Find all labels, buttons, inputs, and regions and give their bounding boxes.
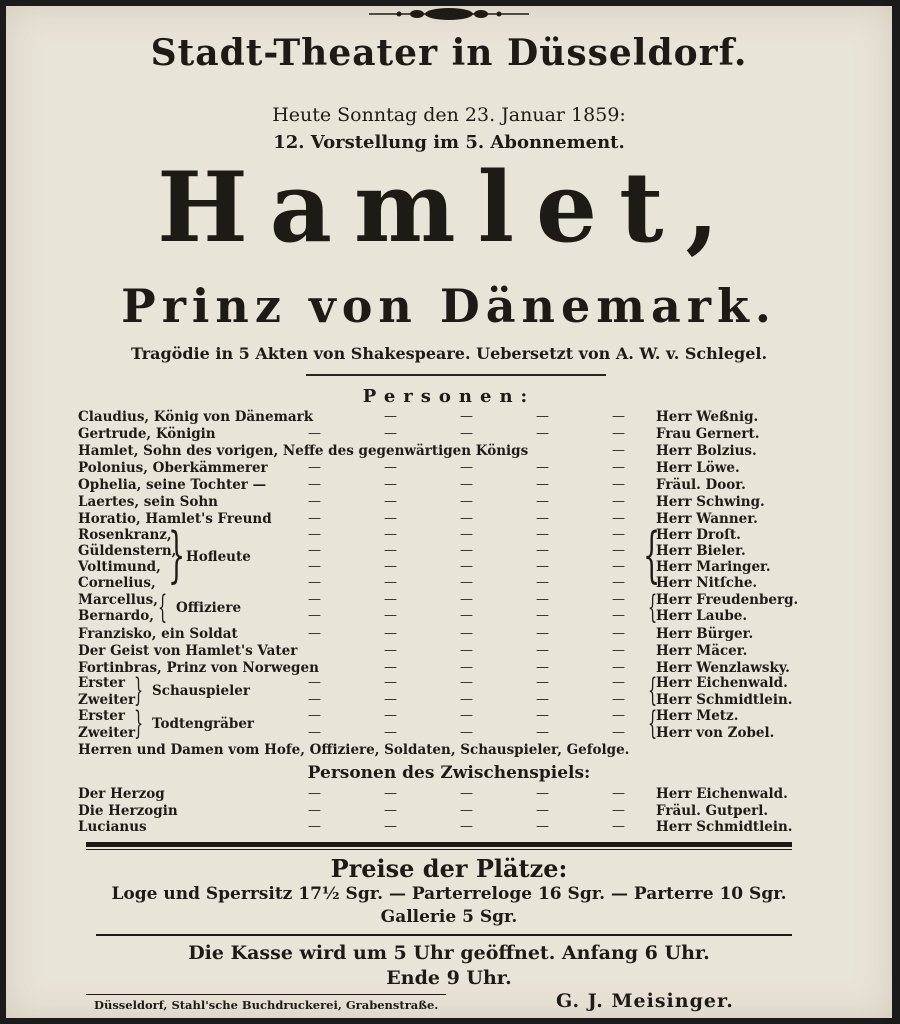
- cast-row: [78, 477, 778, 494]
- leader-dash: —: [308, 575, 321, 590]
- leader-dash: —: [460, 660, 473, 675]
- leader-dash: —: [612, 803, 625, 818]
- leader-dash: —: [536, 527, 549, 542]
- leader-dash: —: [536, 494, 549, 509]
- actor-name: Herr Mäcer.: [656, 643, 748, 659]
- ornament-divider: [6, 6, 892, 27]
- actor-name: Herr Wanner.: [656, 511, 758, 527]
- brace-right: {: [648, 588, 658, 626]
- group-label-schauspieler: Schauspieler: [152, 683, 250, 699]
- interlude-heading: Personen des Zwischenspiels:: [307, 763, 591, 783]
- role-name: Marcellus,: [78, 592, 158, 608]
- role-name: Güldenstern,: [78, 543, 177, 559]
- role-name: Lucianus: [78, 819, 147, 835]
- cast-row: [78, 643, 778, 660]
- prices-line: Loge und Sperrsitz 17½ Sgr. — Parterreloge 16 Sgr. — Parterre 10 Sgr.: [111, 884, 787, 904]
- leader-dash: —: [460, 675, 473, 690]
- leader-dash: —: [460, 494, 473, 509]
- actor-name: Fräul. Gutperl.: [656, 803, 769, 819]
- interlude-row: [78, 819, 793, 836]
- leader-dash: —: [460, 559, 473, 574]
- leader-dash: —: [308, 626, 321, 641]
- leader-dash: —: [612, 527, 625, 542]
- leader-dash: —: [308, 786, 321, 801]
- director-signature: G. J. Meisinger.: [556, 990, 734, 1012]
- actor-name: Herr Eichenwald.: [656, 675, 788, 691]
- interlude-row: [78, 786, 788, 803]
- brace-left: {: [158, 588, 168, 626]
- leader-dash: —: [612, 819, 625, 834]
- leader-dash: —: [308, 426, 321, 441]
- extras-row: [78, 742, 778, 759]
- leader-dash: —: [612, 477, 625, 492]
- cast-row: [78, 409, 778, 426]
- actor-name: Herr Bieler.: [656, 543, 746, 559]
- leader-dash: —: [612, 511, 625, 526]
- role-name: Voltimund,: [78, 559, 161, 575]
- leader-dash: —: [384, 460, 397, 475]
- leader-dash: —: [612, 675, 625, 690]
- extras-text: Herren und Damen vom Hofe, Offiziere, Soldaten, Schauspieler, Gefolge.: [78, 742, 630, 758]
- prices-heading: Preise der Plätze:: [330, 854, 568, 883]
- leader-dash: —: [460, 527, 473, 542]
- leader-dash: —: [384, 543, 397, 558]
- leader-dash: —: [460, 692, 473, 707]
- actor-name: Frau Gernert.: [656, 426, 760, 442]
- actor-name: Herr Bürger.: [656, 626, 754, 642]
- leader-dash: —: [536, 803, 549, 818]
- thin-rule: [86, 849, 792, 850]
- actor-name: Herr Freudenberg.: [656, 592, 799, 608]
- leader-dash: —: [612, 725, 625, 740]
- role-name: Gertrude, Königin: [78, 426, 216, 442]
- brace-left: }: [134, 704, 144, 742]
- leader-dash: —: [384, 477, 397, 492]
- actor-name: Fräul. Door.: [656, 477, 746, 493]
- thin-rule: [86, 994, 446, 995]
- leader-dash: —: [536, 626, 549, 641]
- leader-dash: —: [536, 608, 549, 623]
- role-name: Fortinbras, Prinz von Norwegen: [78, 660, 319, 676]
- leader-dash: —: [612, 443, 625, 458]
- role-name: Zweiter: [78, 725, 136, 741]
- leader-dash: —: [384, 708, 397, 723]
- leader-dash: —: [384, 426, 397, 441]
- play-subtitle: Prinz von Dänemark.: [121, 279, 777, 333]
- role-name: Der Geist von Hamlet's Vater: [78, 643, 298, 659]
- leader-dash: —: [536, 511, 549, 526]
- leader-dash: —: [384, 725, 397, 740]
- leader-dash: —: [460, 575, 473, 590]
- leader-dash: —: [308, 608, 321, 623]
- leader-dash: —: [384, 626, 397, 641]
- leader-dash: —: [460, 626, 473, 641]
- cast-row: [78, 426, 778, 443]
- leader-dash: —: [308, 460, 321, 475]
- cast-row: [78, 460, 778, 477]
- leader-dash: —: [536, 426, 549, 441]
- role-name: Der Herzog: [78, 786, 165, 802]
- leader-dash: —: [384, 819, 397, 834]
- role-name: Laertes, sein Sohn: [78, 494, 218, 510]
- actor-name: Herr Löwe.: [656, 460, 740, 476]
- leader-dash: —: [612, 692, 625, 707]
- leader-dash: —: [460, 477, 473, 492]
- play-title: Hamlet,: [157, 151, 741, 264]
- leader-dash: —: [612, 592, 625, 607]
- leader-dash: —: [536, 819, 549, 834]
- leader-dash: —: [460, 543, 473, 558]
- role-name: Zweiter: [78, 692, 136, 708]
- actor-name: Herr Weßnig.: [656, 409, 759, 425]
- leader-dash: —: [536, 708, 549, 723]
- leader-dash: —: [384, 592, 397, 607]
- leader-dash: —: [308, 592, 321, 607]
- actor-name: Herr Laube.: [656, 608, 748, 624]
- actor-name: Herr Nitſche.: [656, 575, 758, 591]
- leader-dash: —: [460, 708, 473, 723]
- leader-dash: —: [308, 692, 321, 707]
- leader-dash: —: [536, 592, 549, 607]
- leader-dash: —: [612, 460, 625, 475]
- cast-row: [78, 494, 778, 511]
- interlude-row: [78, 803, 778, 820]
- leader-dash: —: [460, 426, 473, 441]
- cast-row: [78, 443, 778, 460]
- brace-right: {: [648, 704, 658, 742]
- leader-dash: —: [460, 511, 473, 526]
- leader-dash: —: [308, 477, 321, 492]
- leader-dash: —: [384, 675, 397, 690]
- leader-dash: —: [384, 527, 397, 542]
- performance-date: Heute Sonntag den 23. Januar 1859:: [272, 104, 626, 126]
- leader-dash: —: [308, 494, 321, 509]
- actor-name: Herr Bolzius.: [656, 443, 757, 459]
- leader-dash: —: [308, 803, 321, 818]
- role-name: Erster: [78, 708, 125, 724]
- leader-dash: —: [384, 803, 397, 818]
- performance-number: 12. Vorstellung im 5. Abonnement.: [273, 132, 625, 153]
- printer-imprint: Düsseldorf, Stahl'sche Buchdruckerei, Grabenstraße.: [94, 998, 439, 1012]
- leader-dash: —: [308, 725, 321, 740]
- actor-name: Herr Wenzlawsky.: [656, 660, 790, 676]
- role-name: Ophelia, seine Tochter —: [78, 477, 267, 493]
- leader-dash: —: [460, 803, 473, 818]
- cast-row: [78, 626, 778, 643]
- role-name: Die Herzogin: [78, 803, 178, 819]
- leader-dash: —: [612, 608, 625, 623]
- leader-dash: —: [536, 575, 549, 590]
- role-name: Cornelius,: [78, 575, 156, 591]
- role-name: Claudius, König von Dänemark: [78, 409, 314, 425]
- leader-dash: —: [612, 786, 625, 801]
- leader-dash: —: [384, 786, 397, 801]
- leader-dash: —: [308, 819, 321, 834]
- leader-dash: —: [384, 608, 397, 623]
- leader-dash: —: [536, 409, 549, 424]
- actor-name: Herr von Zobel.: [656, 725, 775, 741]
- actor-name: Herr Schmidtlein.: [656, 819, 793, 835]
- leader-dash: —: [612, 494, 625, 509]
- leader-dash: —: [308, 511, 321, 526]
- leader-dash: —: [612, 559, 625, 574]
- leader-dash: —: [308, 675, 321, 690]
- role-name: Horatio, Hamlet's Freund: [78, 511, 272, 527]
- leader-dash: —: [612, 643, 625, 658]
- actor-name: Herr Maringer.: [656, 559, 771, 575]
- leader-dash: —: [460, 725, 473, 740]
- group-label-hofleute: Hofleute: [186, 549, 251, 565]
- leader-dash: —: [536, 559, 549, 574]
- leader-dash: —: [536, 786, 549, 801]
- leader-dash: —: [384, 692, 397, 707]
- role-name: Hamlet, Sohn des vorigen, Neffe des gegenwärtigen Königs: [78, 443, 529, 459]
- theater-title: Stadt-Theater in Düsseldorf.: [150, 32, 748, 74]
- actor-name: Herr Droſt.: [656, 527, 741, 543]
- prices-line: Gallerie 5 Sgr.: [380, 907, 518, 927]
- leader-dash: —: [536, 460, 549, 475]
- play-genre-line: Tragödie in 5 Akten von Shakespeare. Uebersetzt von A. W. v. Schlegel.: [130, 344, 768, 363]
- leader-dash: —: [612, 543, 625, 558]
- end-time: Ende 9 Uhr.: [386, 967, 512, 989]
- leader-dash: —: [460, 608, 473, 623]
- leader-dash: —: [460, 409, 473, 424]
- leader-dash: —: [612, 626, 625, 641]
- role-name: Bernardo,: [78, 608, 154, 624]
- leader-dash: —: [612, 660, 625, 675]
- brace-left: }: [168, 520, 186, 590]
- leader-dash: —: [384, 643, 397, 658]
- actor-name: Herr Eichenwald.: [656, 786, 788, 802]
- brace-right: {: [643, 520, 661, 590]
- leader-dash: —: [308, 708, 321, 723]
- actor-name: Herr Schwing.: [656, 494, 765, 510]
- group-label-todtengraeber: Todtengräber: [152, 716, 255, 732]
- thick-rule: [86, 842, 792, 847]
- leader-dash: —: [536, 660, 549, 675]
- role-name: Rosenkranz,: [78, 527, 172, 543]
- leader-dash: —: [536, 643, 549, 658]
- persons-heading: Personen:: [362, 386, 536, 407]
- leader-dash: —: [384, 660, 397, 675]
- box-office-times: Die Kasse wird um 5 Uhr geöffnet. Anfang 6 Uhr.: [188, 942, 710, 964]
- leader-dash: —: [384, 575, 397, 590]
- leader-dash: —: [384, 559, 397, 574]
- leader-dash: —: [384, 511, 397, 526]
- leader-dash: —: [536, 543, 549, 558]
- divider: [306, 374, 606, 376]
- leader-dash: —: [612, 708, 625, 723]
- leader-dash: —: [308, 559, 321, 574]
- role-name: Polonius, Oberkämmerer: [78, 460, 268, 476]
- brace-left: }: [134, 671, 144, 709]
- brace-right: {: [648, 671, 658, 709]
- leader-dash: —: [612, 426, 625, 441]
- playbill-page: [6, 6, 892, 1018]
- group-label-offiziere: Offiziere: [176, 600, 242, 616]
- role-name: Erster: [78, 675, 125, 691]
- thin-rule: [96, 934, 792, 936]
- leader-dash: —: [612, 575, 625, 590]
- leader-dash: —: [308, 543, 321, 558]
- leader-dash: —: [308, 527, 321, 542]
- leader-dash: —: [460, 643, 473, 658]
- actor-name: Herr Metz.: [656, 708, 739, 724]
- leader-dash: —: [612, 409, 625, 424]
- leader-dash: —: [536, 675, 549, 690]
- leader-dash: —: [460, 819, 473, 834]
- leader-dash: —: [384, 409, 397, 424]
- role-name: Franzisko, ein Soldat: [78, 626, 238, 642]
- leader-dash: —: [536, 477, 549, 492]
- leader-dash: —: [460, 592, 473, 607]
- leader-dash: —: [460, 786, 473, 801]
- leader-dash: —: [536, 692, 549, 707]
- leader-dash: —: [536, 725, 549, 740]
- actor-name: Herr Schmidtlein.: [656, 692, 793, 708]
- leader-dash: —: [384, 494, 397, 509]
- leader-dash: —: [460, 460, 473, 475]
